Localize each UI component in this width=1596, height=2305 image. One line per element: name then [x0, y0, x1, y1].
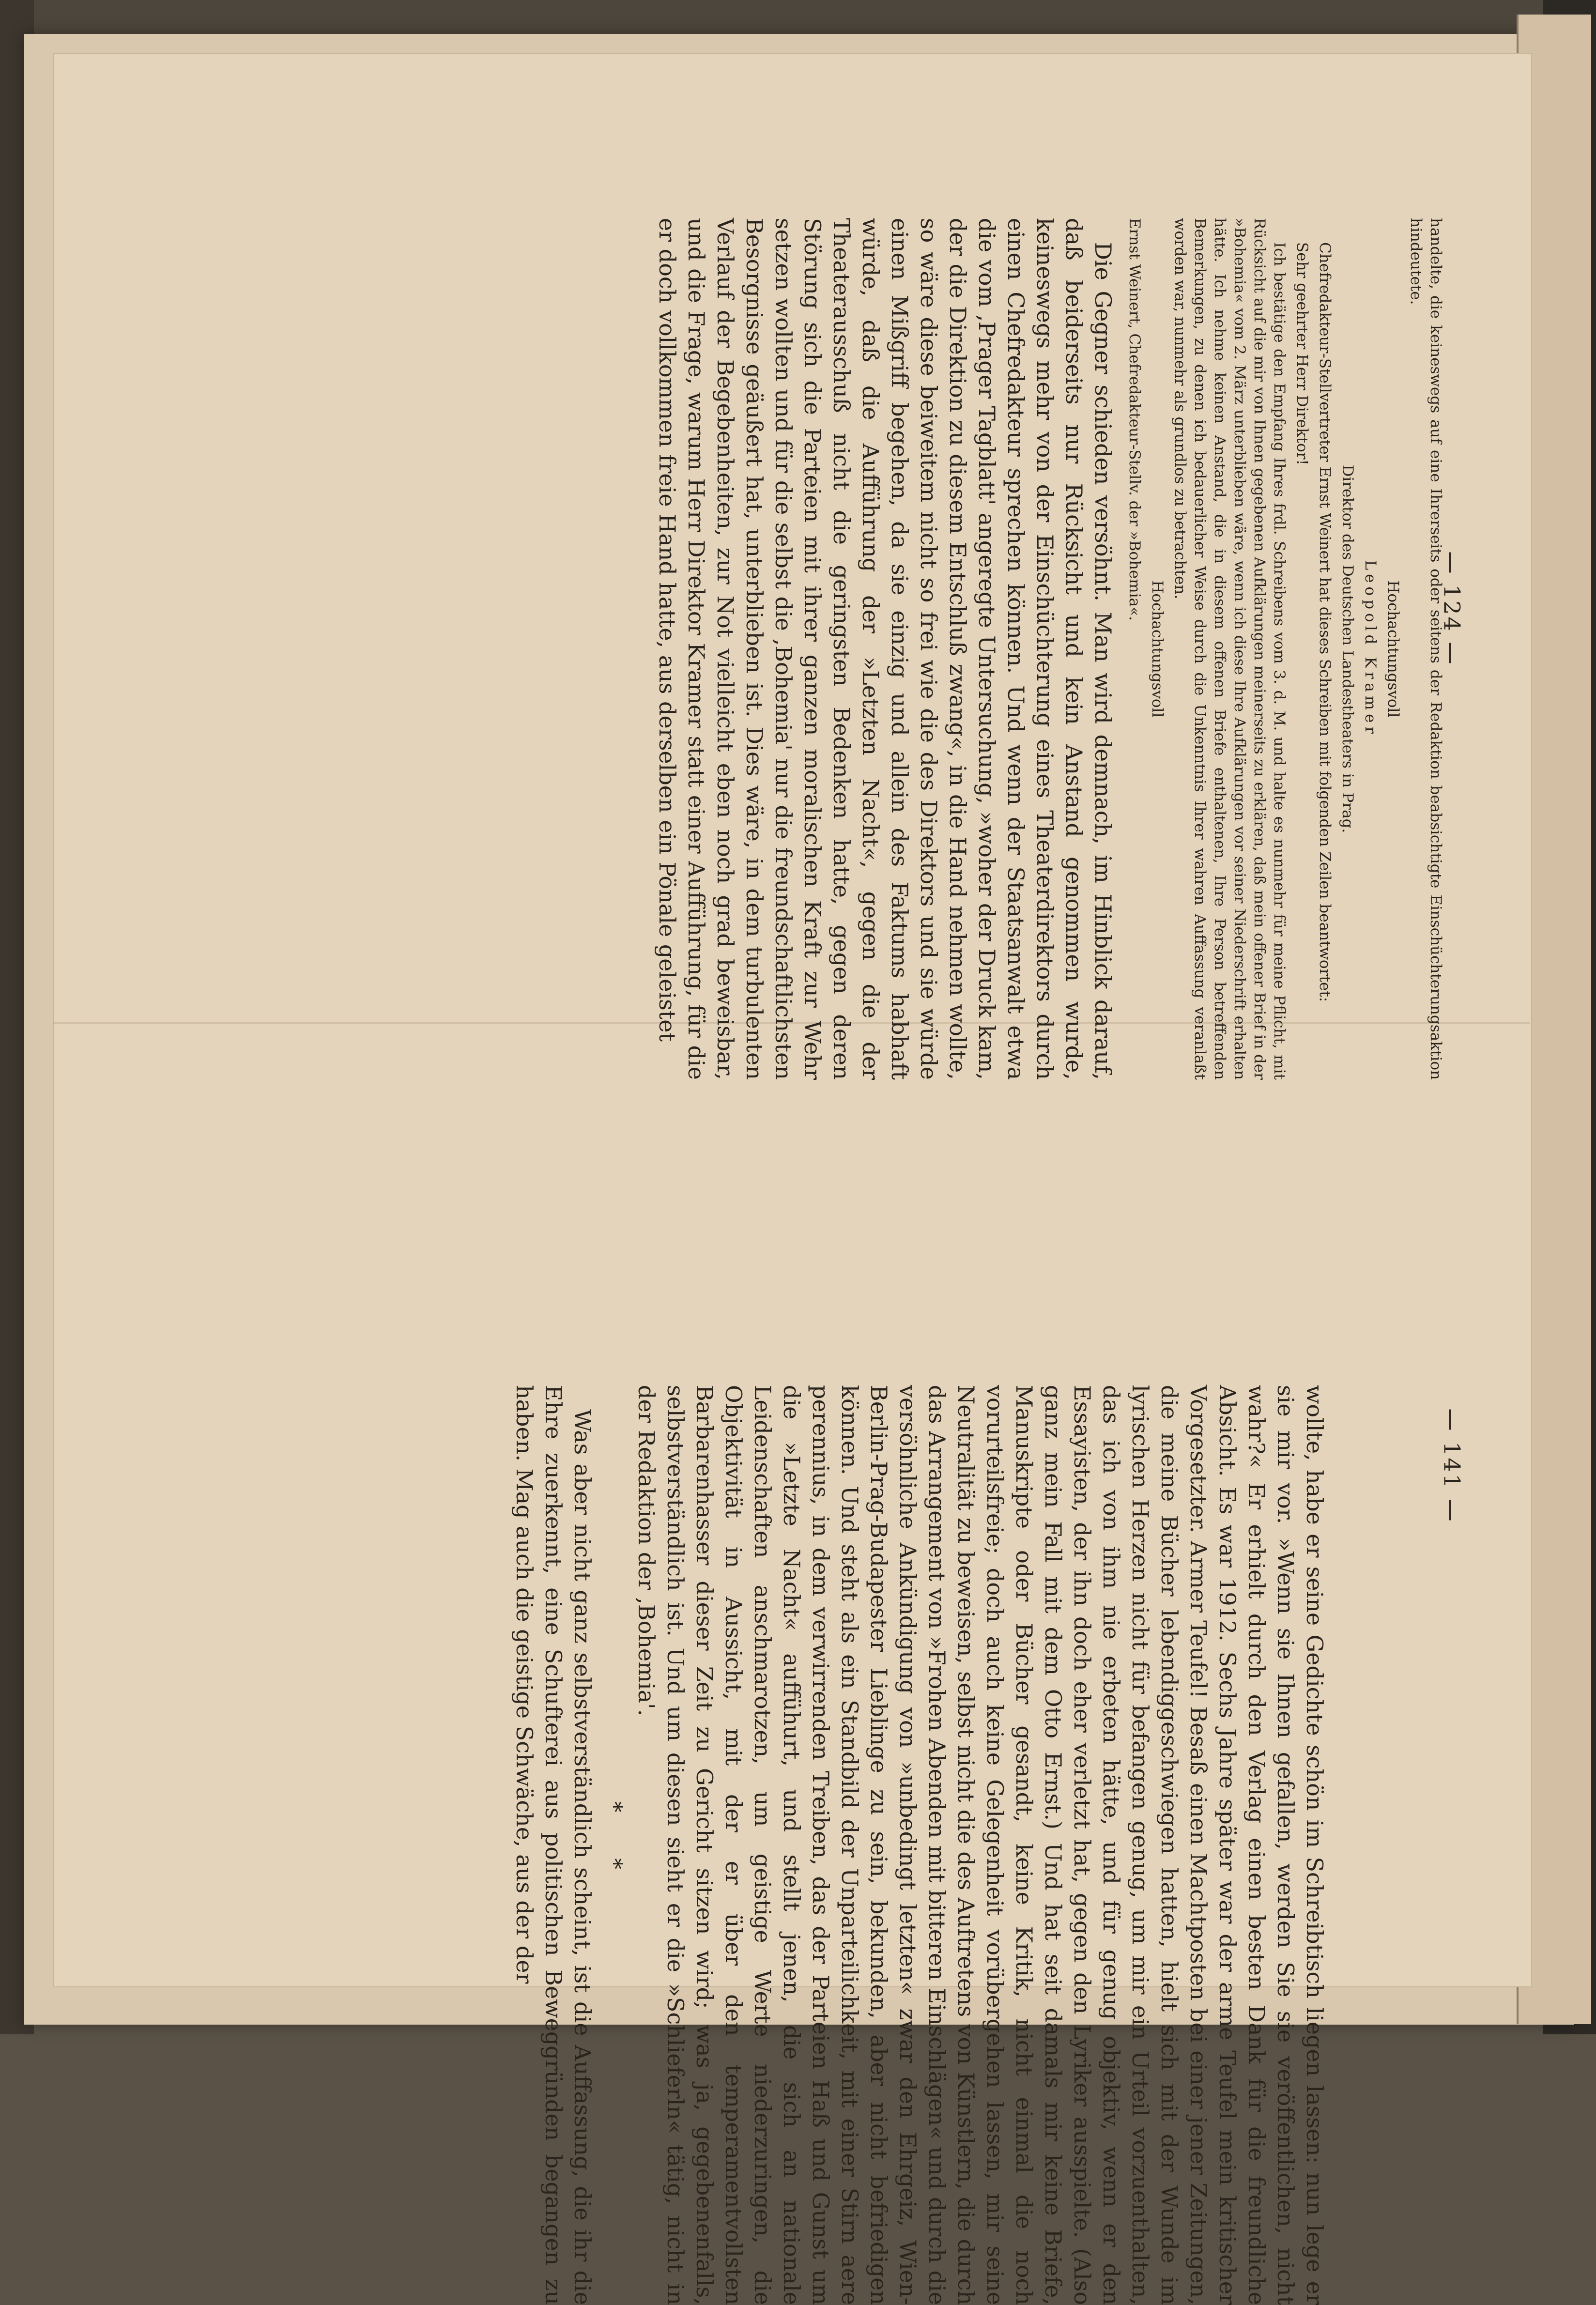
page-141-after-text: Was aber nicht ganz selbstverständlich scheint, ist die Auffassung, die ihr die Ehre zuerkennt, eine Schufterei aus politischen Beweggründen begangen zu haben. Mag auch die geistige Schwäche, aus der der: [511, 1385, 596, 2305]
page-141-column: [288, 1385, 1329, 2305]
closing-2: Hochachtungsvoll: [1149, 580, 1166, 718]
section-separator: * *: [601, 1801, 628, 1889]
page-141-main-text: wollte, habe er seine Gedichte schön im Schreibtisch liegen lassen: nun lege er sie mir vor. »Wenn sie Ihnen gefallen, werden Sie sie veröffentlichen, nicht wahr?« Er erhielt durch den Verlag einen besten Dank für die freundliche Absicht. Es war 1912. Sechs Jahre später war der arme Teufel mein kritischer Vorgesetzter. Armer Teufel! Besaß einen Machtposten bei einer jener Zeitungen, die meine Bücher lebendiggeschwiegen hatten, hielt sich mit der Wunde im lyrischen Herzen nicht für befangen genug, um mir ein Urteil vorzuenthalten, das ich von ihm nie erbeten hätte, und für genug objektiv, wenn er den Essayisten, der ihn doch eher verletzt hat, gegen den Lyriker ausspielte. (Also ganz mein Fall mit dem Otto Ernst.) Und hat seit damals mir keine Briefe, Manuskripte oder Bücher gesandt, keine Kritik, nicht einmal die noch vorurteilsfreie; doch auch keine Gelegenheit vorübergehen lassen, mir seine Neutralität zu beweisen, selbst nicht die des Auftretens von Künstlern, die durch das Arrangement von »Frohen Abenden mit bitteren Einschlägen« und durch die versöhnliche Ankündigung von »unbedingt letzten« zwar den Ehrgeiz, Wien-Berlin-Prag-Budapester Lieblinge zu sein, bekunden, aber nicht befriedigen können. Und steht als ein Standbild der Unparteilichkeit, mit einer Stirn aere perennius, in dem verwirrenden Treiben, das der Parteien Haß und Gunst um die »Letzte Nacht« auffühurt, und stellt jenen, die sich an nationale Leidenschaften anschmarotzen, um geistige Werte niederzuringen, die Objektivität in Aussicht, mit der er über den temperamentvollsten Barbarenhasser dieser Zeit zu Gericht sitzen wird; was ja, gegebenenfalls, selbstverständlich ist. Und um diesen sieht er die »Schlieferln« tätig, nicht in der Redaktion der ‚Bohemia'.: [633, 1385, 1328, 2305]
page-124-main-text: Die Gegner schieden versöhnt. Man wird demnach, im Hinblick darauf, daß beiderseits nur Rücksicht und kein Anstand genommen wurde, keineswegs mehr von der Einschüchterung eines Theaterdirektors durch einen Chefredakteur sprechen können. Und wenn der Staatsanwalt etwa die vom ‚Prager Tagblatt' angeregte Untersuchung, »woher der Druck kam, der die Direktion zu diesem Entschluß zwang«, in die Hand nehmen wollte, so wäre diese beiweitem nicht so frei wie die des Direktors und sie würde einen Mißgriff begehen, da sie einzig und allein des Faktums habhaft würde, daß die Aufführung der »Letzten Nacht«, gegen die der Theaterausschuß nicht die geringsten Bedenken hatte, gegen deren Störung sich die Parteien mit ihrer ganzen moralischen Kraft zur Wehr setzen wollten und für die selbst die ‚Bohemia' nur die freundschaftlichsten Besorgnisse geäußert hat, unterblieben ist. Dies wäre, in dem turbulenten Verlauf der Begebenheiten, zur Not vielleicht eben noch grad beweisbar, und die Frage, warum Herr Direktor Kramer statt einer Aufführung, für die er doch vollkommen freie Hand hatte, aus derselben ein Pönale geleistet: [654, 218, 1116, 1080]
main-text-block: [653, 218, 1118, 1080]
reply-body: Ich bestätige den Empfang Ihres frdl. Schreibens vom 3. d. M. und halte es nunmehr für meine Pflicht, mit Rücksicht auf die mir von Ihnen gegebenen Aufklärungen meinerseits zu erklären, daß mein offener Brief in der »Bohemia« vom 2. März unterblieben wäre, wenn ich diese Ihre Aufklärungen vor seiner Niederschrift erhalten hätte. Ich nehme keinen Anstand, die in diesem offenen Briefe enthaltenen, Ihre Person betreffenden Bemerkungen, zu denen ich bedauerlicher Weise durch die Unkenntnis Ihrer wahren Auffassung veranlaßt worden war, nunmehr als grundlos zu betrachten.: [1171, 218, 1288, 1080]
folio-141: — 141 —: [1439, 1408, 1465, 1523]
letter-intro: handelte, die keineswegs auf eine Ihrerseits oder seitens der Redaktion beabsichtigte Einschüchterungsaktion hindeutete.: [1407, 218, 1444, 1080]
signature-2: Ernst Weinert, Chefredakteur-Stellv. der »Bohemia«.: [1126, 218, 1143, 621]
page-141-text: [510, 1385, 1329, 2305]
folio-124: — 124 —: [1439, 551, 1465, 666]
salutation: Sehr geehrter Herr Direktor!: [1293, 242, 1311, 466]
letter-block: [1124, 218, 1445, 1080]
signature-1-title: Direktor des Deutschen Landestheaters in Prag.: [1339, 464, 1356, 833]
page-124-column: [453, 218, 1445, 1080]
signature-1: Leopold Kramer: [1362, 560, 1379, 738]
closing-1: Hochachtungsvoll: [1384, 580, 1402, 718]
reply-intro: Chefredakteur-Stellvertreter Ernst Weinert hat dieses Schreiben mit folgenden Zeilen beantwortet:: [1316, 242, 1334, 1002]
